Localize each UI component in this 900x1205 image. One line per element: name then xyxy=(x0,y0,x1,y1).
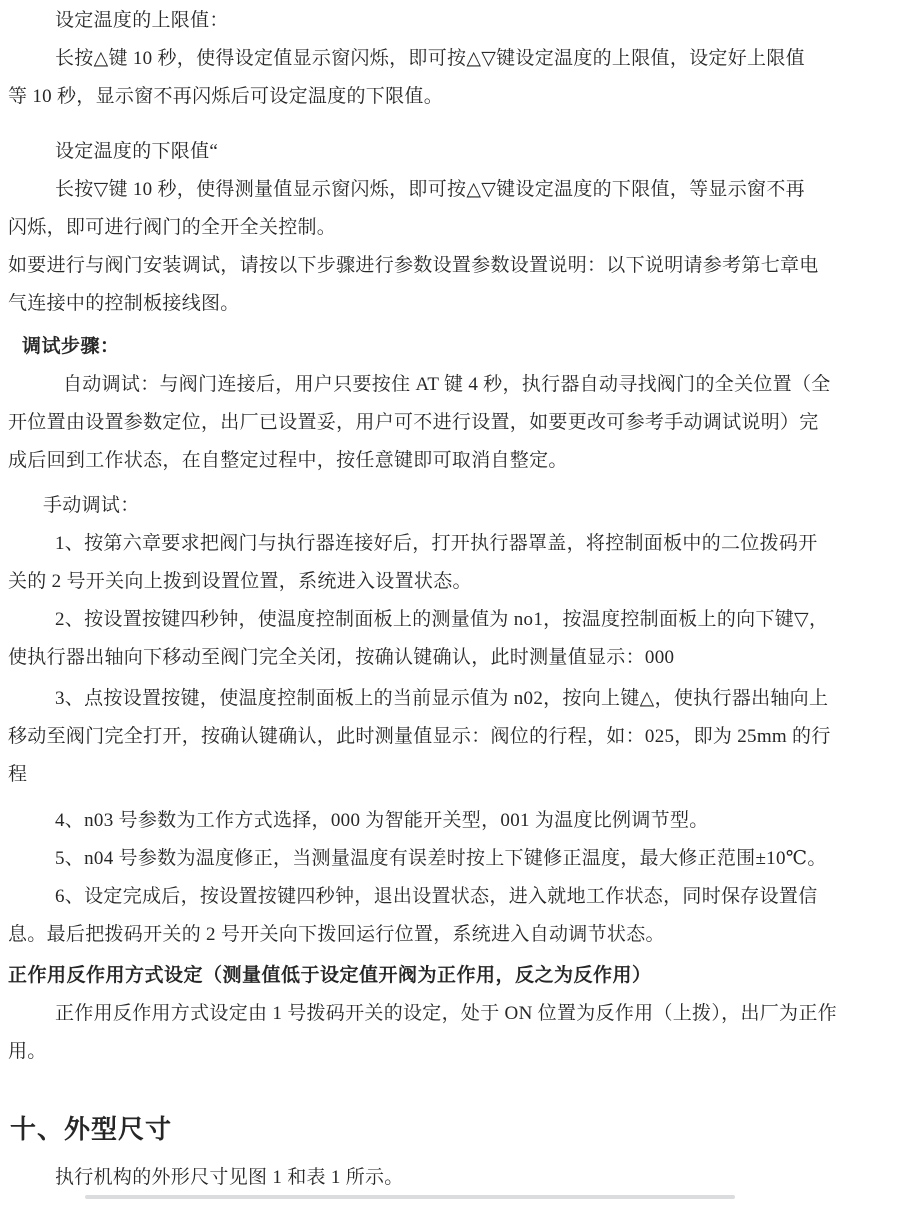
para-direct-reverse: 正作用反作用方式设定由 1 号拨码开关的设定，处于 ON 位置为反作用（上拨），出厂为正作 xyxy=(55,1003,837,1024)
para-auto-debug-cont1: 开位置由设置参数定位，出厂已设置妥，用户可不进行设置，如要更改可参考手动调试说明）完 xyxy=(8,412,819,433)
para-dimensions-ref: 执行机构的外形尺寸见图 1 和表 1 所示。 xyxy=(55,1167,404,1188)
para-step1: 1、按第六章要求把阀门与执行器连接好后，打开执行器罩盖，将控制面板中的二位拨码开 xyxy=(55,533,818,554)
para-step4: 4、n03 号参数为工作方式选择，000 为智能开关型，001 为温度比例调节型。 xyxy=(55,810,709,831)
para-step1-cont: 关的 2 号开关向上拨到设置位置，系统进入设置状态。 xyxy=(8,571,472,592)
para-lower-limit-step: 长按▽键 10 秒，使得测量值显示窗闪烁，即可按△▽键设定温度的下限值，等显示窗不再 xyxy=(55,179,805,200)
para-step3-cont2: 程 xyxy=(8,764,28,785)
cutoff-figure-top-edge xyxy=(85,1195,735,1199)
para-step2-cont: 使执行器出轴向下移动至阀门完全关闭，按确认键确认，此时测量值显示：000 xyxy=(8,647,675,668)
para-lower-limit-step-cont: 闪烁，即可进行阀门的全开全关控制。 xyxy=(8,217,337,238)
para-install-debug-intro-cont: 气连接中的控制板接线图。 xyxy=(8,293,240,314)
subheading-manual-debug: 手动调试： xyxy=(43,495,140,516)
para-auto-debug: 自动调试：与阀门连接后，用户只要按住 AT 键 4 秒，执行器自动寻找阀门的全关位置（全 xyxy=(63,374,831,395)
para-step6-cont: 息。最后把拨码开关的 2 号开关向下拨回运行位置，系统进入自动调节状态。 xyxy=(8,924,665,945)
heading-debug-steps: 调试步骤： xyxy=(22,336,120,357)
section-heading-outline-dimensions: 十、外型尺寸 xyxy=(10,1114,173,1144)
para-step6: 6、设定完成后，按设置按键四秒钟，退出设置状态，进入就地工作状态，同时保存设置信 xyxy=(55,886,818,907)
para-set-lower-limit-title: 设定温度的下限值“ xyxy=(55,141,219,162)
para-auto-debug-cont2: 成后回到工作状态，在自整定过程中，按任意键即可取消自整定。 xyxy=(8,450,568,471)
para-step3-cont1: 移动至阀门完全打开，按确认键确认，此时测量值显示：阀位的行程，如：025，即为 25mm 的行 xyxy=(8,726,831,747)
heading-direct-reverse-action: 正作用反作用方式设定（测量值低于设定值开阀为正作用，反之为反作用） xyxy=(8,965,652,986)
para-step5: 5、n04 号参数为温度修正，当测量温度有误差时按上下键修正温度，最大修正范围±10℃。 xyxy=(55,848,827,869)
para-step2: 2、按设置按键四秒钟，使温度控制面板上的测量值为 no1，按温度控制面板上的向下键▽， xyxy=(55,609,829,630)
para-step3: 3、点按设置按键，使温度控制面板上的当前显示值为 n02，按向上键△，使执行器出轴向上 xyxy=(55,688,829,709)
para-upper-limit-step: 长按△键 10 秒，使得设定值显示窗闪烁，即可按△▽键设定温度的上限值，设定好上限值 xyxy=(55,48,805,69)
para-direct-reverse-cont: 用。 xyxy=(8,1041,47,1062)
para-install-debug-intro: 如要进行与阀门安装调试，请按以下步骤进行参数设置参数设置说明：以下说明请参考第七章电 xyxy=(8,255,819,276)
para-upper-limit-step-cont: 等 10 秒，显示窗不再闪烁后可设定温度的下限值。 xyxy=(8,86,444,107)
para-set-upper-limit-title: 设定温度的上限值： xyxy=(55,10,229,31)
